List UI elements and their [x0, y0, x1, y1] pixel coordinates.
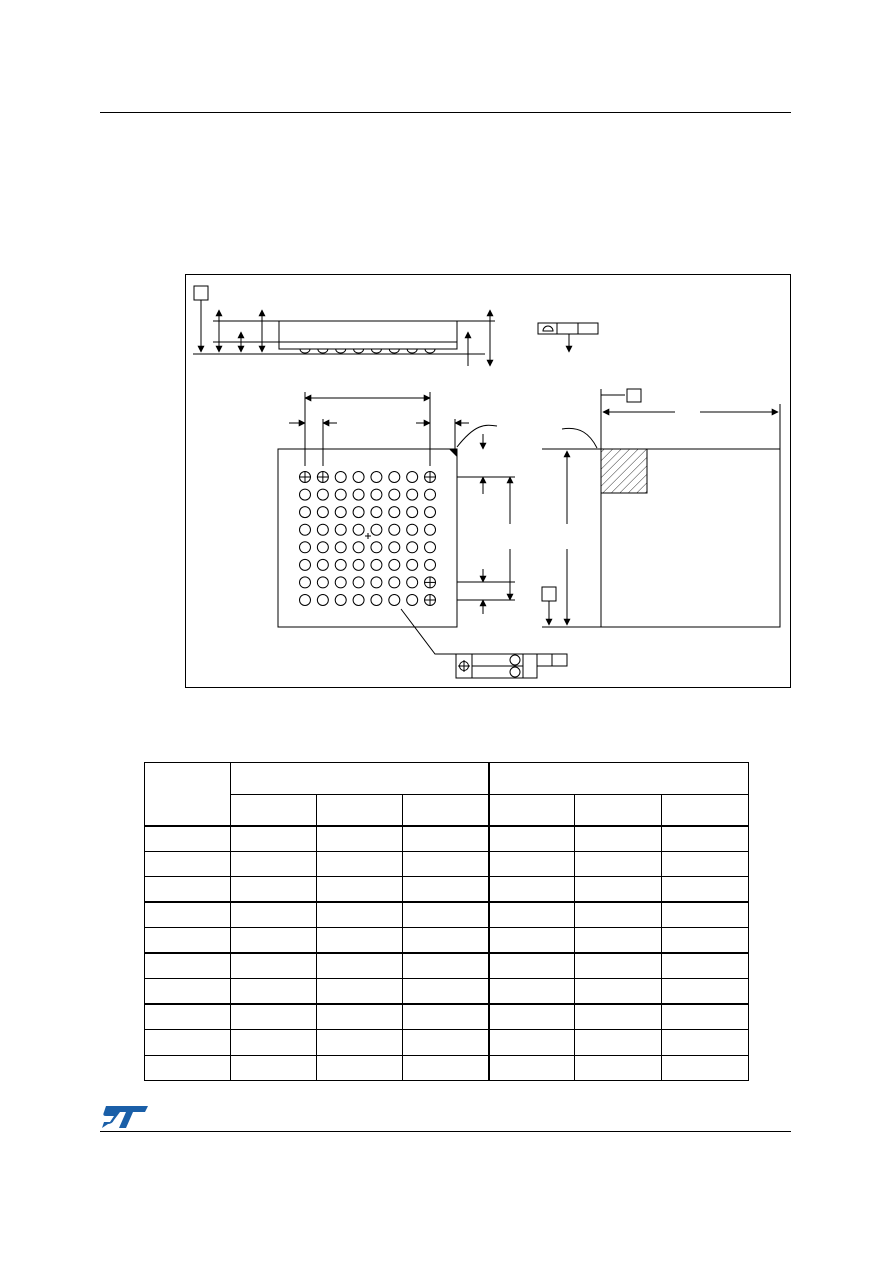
flatness-frame: [538, 323, 598, 334]
ball: [389, 594, 400, 605]
table-cell: [662, 953, 749, 979]
table-cell: [575, 1055, 662, 1081]
table-cell: [662, 1030, 749, 1056]
subheader-cell: [489, 795, 575, 826]
dimension-table: [144, 762, 749, 1081]
table-cell: [231, 979, 317, 1005]
table-cell: [231, 1004, 317, 1030]
ball: [317, 524, 328, 535]
datum-box-side: [194, 286, 208, 300]
table-cell: [575, 928, 662, 954]
table-cell: [403, 1055, 489, 1081]
ball: [389, 559, 400, 570]
ball: [317, 594, 328, 605]
table-cell: [662, 1004, 749, 1030]
corner-leader: [457, 425, 497, 447]
table-cell: [403, 953, 489, 979]
table-cell: [145, 953, 231, 979]
ball-leader: [401, 609, 540, 654]
table-cell: [317, 979, 403, 1005]
ball: [371, 507, 382, 518]
table-cell: [575, 902, 662, 928]
ball: [300, 489, 311, 500]
ball: [300, 507, 311, 518]
ball: [407, 577, 418, 588]
table-cell: [145, 928, 231, 954]
table-row: [145, 928, 749, 954]
ball: [371, 542, 382, 553]
ball: [425, 542, 436, 553]
ball: [353, 577, 364, 588]
table-cell: [403, 979, 489, 1005]
subheader-cell: [662, 795, 749, 826]
header-group-1: [231, 763, 489, 795]
table-cell: [575, 979, 662, 1005]
table-cell: [489, 851, 575, 877]
table-row: [145, 826, 749, 852]
ball: [371, 577, 382, 588]
table-cell: [489, 877, 575, 903]
ball: [371, 594, 382, 605]
table-cell: [403, 826, 489, 852]
table-cell: [231, 928, 317, 954]
ball: [389, 472, 400, 483]
table-cell: [662, 877, 749, 903]
table-cell: [403, 1004, 489, 1030]
table-cell: [145, 979, 231, 1005]
table-cell: [317, 1004, 403, 1030]
ball: [353, 542, 364, 553]
table-cell: [145, 826, 231, 852]
table-row: [145, 979, 749, 1005]
table-cell: [231, 902, 317, 928]
side-ball: [407, 349, 417, 353]
ball: [389, 542, 400, 553]
table-cell: [575, 877, 662, 903]
table-cell: [662, 928, 749, 954]
table-cell: [489, 953, 575, 979]
ball: [389, 489, 400, 500]
pin1-hatched-area: [601, 449, 647, 493]
table-cell: [231, 953, 317, 979]
table-row: [145, 1004, 749, 1030]
table-cell: [575, 851, 662, 877]
table-cell: [662, 851, 749, 877]
table-cell: [317, 928, 403, 954]
table-cell: [231, 1055, 317, 1081]
table-cell: [317, 851, 403, 877]
ball: [407, 507, 418, 518]
side-ball: [336, 349, 346, 353]
ball: [317, 489, 328, 500]
ball: [407, 542, 418, 553]
ball: [300, 524, 311, 535]
ball: [335, 507, 346, 518]
ball: [353, 472, 364, 483]
ball: [371, 489, 382, 500]
ball: [425, 524, 436, 535]
table-cell: [145, 1004, 231, 1030]
ball: [371, 524, 382, 535]
ball: [335, 542, 346, 553]
table-cell: [145, 877, 231, 903]
ball: [300, 577, 311, 588]
ball: [335, 577, 346, 588]
side-ball: [300, 349, 310, 353]
ball: [335, 489, 346, 500]
table-cell: [231, 1030, 317, 1056]
side-ball: [318, 349, 328, 353]
table-cell: [317, 902, 403, 928]
table-row: [145, 953, 749, 979]
ball: [317, 559, 328, 570]
ball: [425, 507, 436, 518]
ball: [335, 472, 346, 483]
datum-box-seat: [542, 587, 556, 601]
ball: [371, 472, 382, 483]
table-cell: [575, 826, 662, 852]
table-cell: [662, 979, 749, 1005]
table-row: [145, 902, 749, 928]
table-cell: [145, 902, 231, 928]
ball: [335, 594, 346, 605]
ball: [300, 559, 311, 570]
table-cell: [575, 1030, 662, 1056]
table-cell: [403, 1030, 489, 1056]
side-view: [193, 286, 598, 366]
table-cell: [231, 877, 317, 903]
table-cell: [662, 902, 749, 928]
subheader-cell: [231, 795, 317, 826]
table-cell: [403, 928, 489, 954]
ball: [353, 594, 364, 605]
ball: [317, 577, 328, 588]
table-cell: [489, 1055, 575, 1081]
st-logo: [100, 1102, 150, 1130]
package-outline-drawing: [185, 274, 791, 688]
table-cell: [317, 1030, 403, 1056]
table-cell: [489, 826, 575, 852]
table-cell: [489, 1004, 575, 1030]
ball: [389, 507, 400, 518]
table-cell: [403, 851, 489, 877]
ball: [317, 542, 328, 553]
ball: [371, 559, 382, 570]
table-row: [145, 851, 749, 877]
header-group-2: [489, 763, 749, 795]
ball: [425, 559, 436, 570]
side-ball: [425, 349, 435, 353]
ball: [353, 524, 364, 535]
footer-rule: [100, 1131, 791, 1132]
subheader-cell: [403, 795, 489, 826]
table-cell: [489, 1030, 575, 1056]
ball: [407, 472, 418, 483]
ball: [353, 507, 364, 518]
table-cell: [575, 1004, 662, 1030]
header-rule: [100, 112, 791, 113]
table-cell: [145, 1030, 231, 1056]
bottom-view: [278, 392, 567, 678]
table-cell: [575, 953, 662, 979]
datum-box-top: [627, 389, 641, 402]
side-ball: [354, 349, 364, 353]
ball: [353, 559, 364, 570]
ball: [425, 489, 436, 500]
ball: [353, 489, 364, 500]
table-cell: [317, 953, 403, 979]
side-ball: [371, 349, 381, 353]
drawing-frame: [186, 275, 791, 688]
ball: [317, 507, 328, 518]
ball: [407, 489, 418, 500]
table-cell: [489, 902, 575, 928]
table-row: [145, 877, 749, 903]
table-row: [145, 1030, 749, 1056]
ball: [335, 559, 346, 570]
subheader-cell: [317, 795, 403, 826]
table-cell: [489, 928, 575, 954]
side-ball: [389, 349, 399, 353]
table-row: [145, 1055, 749, 1081]
table-cell: [317, 877, 403, 903]
table-cell: [403, 902, 489, 928]
ball: [335, 524, 346, 535]
symbol-header-cell: [145, 763, 231, 826]
top-view: [542, 389, 780, 627]
package-body: [279, 321, 457, 349]
ball: [407, 559, 418, 570]
ball: [407, 594, 418, 605]
table-cell: [145, 851, 231, 877]
table-cell: [489, 979, 575, 1005]
subheader-cell: [575, 795, 662, 826]
table-cell: [662, 1055, 749, 1081]
table-cell: [145, 1055, 231, 1081]
ball: [389, 577, 400, 588]
ball: [300, 594, 311, 605]
table-cell: [662, 826, 749, 852]
ball: [389, 524, 400, 535]
side-balls: [300, 349, 435, 353]
table-cell: [317, 826, 403, 852]
table-cell: [231, 826, 317, 852]
index-leader: [562, 428, 597, 448]
ball: [407, 524, 418, 535]
table-cell: [317, 1055, 403, 1081]
table-cell: [231, 851, 317, 877]
table-cell: [403, 877, 489, 903]
ball: [300, 542, 311, 553]
